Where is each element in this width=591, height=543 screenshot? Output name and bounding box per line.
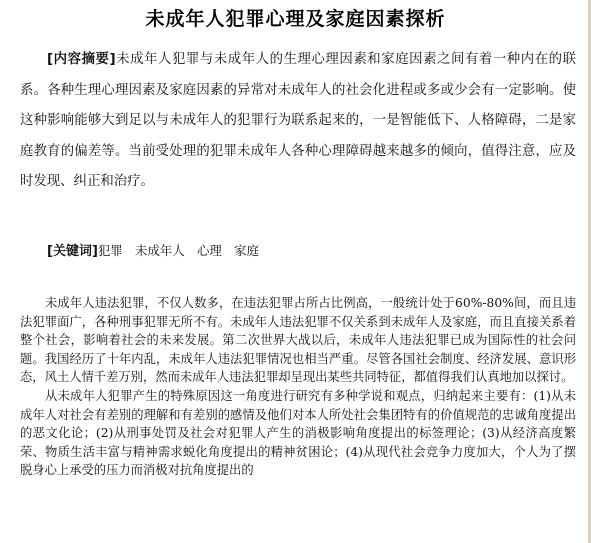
keywords-label: [关键词] <box>47 244 98 259</box>
body-paragraph-1: 未成年人违法犯罪，不仅人数多，在违法犯罪占所占比例高，一般统计处于60%-80%间，而且违法犯罪面广，各种刑事犯罪无所不有。未成年人违法犯罪不仅关系到未成年人及家庭，而且直接关系着整个社会，影响着社会的未来发展。第二次世界大战以后，未成年人违法犯罪已成为国际性的社会问题。我国经历了十年内乱，未成年人违法犯罪情况也相当严重。尽管各国社会制度、经济发展、意识形态，风土人情千差万别，然而未成年人违法犯罪却呈现出某些共同特征，都值得我们认真地加以探讨。 <box>20 296 576 385</box>
body-text <box>20 294 576 480</box>
keywords-terms: 犯罪 未成年人 心理 家庭 <box>97 243 259 258</box>
abstract-text: 未成年人犯罪与未成年人的生理心理因素和家庭因素之间有着一种内在的联系。各种生理心理因素及家庭因素的异常对未成年人的社会化进程或多或少会有一定影响。使这种影响能够大到足以与未成年人的犯罪行为联系起来的，一是智能低下、人格障碍，二是家庭教育的偏差等。当前受处理的犯罪未成年人各种心理障碍越来越多的倾向，值得注意，应及时发现、纠正和治疗。 <box>20 52 576 189</box>
document-title: 未成年人犯罪心理及家庭因素探析 <box>145 8 446 30</box>
abstract-paragraph <box>20 45 576 198</box>
keywords-line <box>47 239 577 264</box>
body-paragraph-2: 从未成年人犯罪产生的特殊原因这一角度进行研究有多种学说和观点，归纳起来主要有：(1)从未成年人对社会有差别的理解和有差别的感情及他们对本人所处社会集团特有的价值规范的忠诚角度提出的恶文化论；(2)从刑事处罚及社会对犯罪人产生的消极影响角度提出的标签理论；(3)从经济高度繁荣、物质生活丰富与精神需求蜕化角度提出的精神贫困论；(4)从现代社会竞争力度加大，个人为了摆脱身心上承受的压力而消极对抗角度提出的 <box>20 388 576 478</box>
abstract-label: [内容摘要] <box>47 52 116 67</box>
